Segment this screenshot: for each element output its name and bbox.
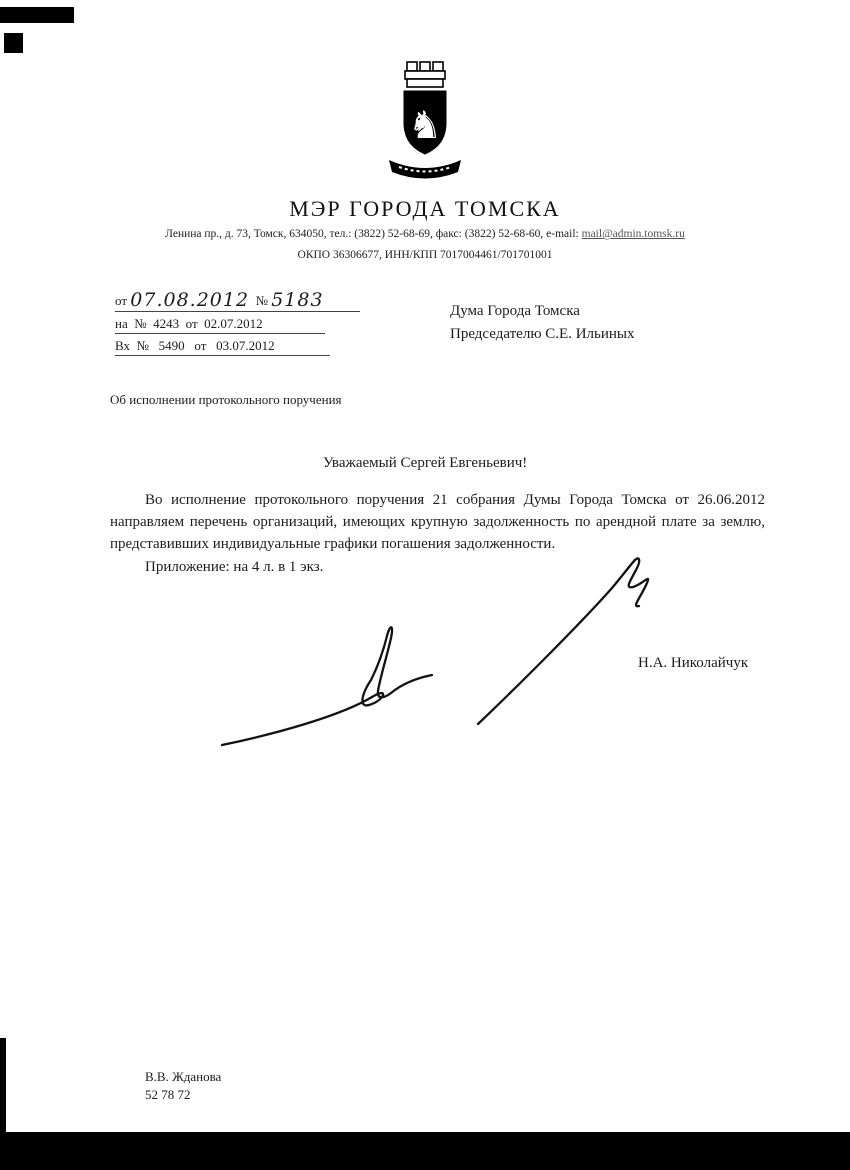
handwritten-date: 07.08.2012 <box>130 289 250 311</box>
outgoing-number-line <box>115 288 360 312</box>
crown-icon <box>405 62 445 87</box>
tomsk-coat-of-arms <box>373 60 477 199</box>
handwritten-number: 5183 <box>271 289 324 311</box>
salutation: Уважаемый Сергей Евгеньевич! <box>323 455 528 471</box>
body-paragraph: Во исполнение протокольного поручения 21 собрания Думы Города Томска от 26.06.2012 направляем перечень организаций, имеющих крупную задолженность по арендной плате за землю, представивших индивидуальные графики погашения задолженности. <box>110 492 765 552</box>
svg-text:♞: ♞ <box>407 103 443 147</box>
letterhead-codes: ОКПО 36306677, ИНН/КПП 7017004461/701701001 <box>297 249 553 261</box>
from-label: от <box>115 293 131 308</box>
letterhead-email: mail@admin.tomsk.ru <box>581 228 685 240</box>
scan-artifact-bottom-bar <box>0 1132 850 1170</box>
signature <box>210 548 670 763</box>
executor-name: В.В. Жданова <box>145 1069 222 1084</box>
recipient-organization: Дума Города Томска <box>450 303 580 319</box>
reference-number-line: на № 4243 от 02.07.2012 <box>115 316 325 334</box>
letterhead-address <box>0 228 850 240</box>
recipient-block <box>450 300 635 347</box>
letter-meta-block <box>115 288 360 360</box>
recipient-person: Председателю С.Е. Ильиных <box>450 326 635 343</box>
letterhead-address-text: Ленина пр., д. 73, Томск, 634050, тел.: (3822) 52-68-69, факс: (3822) 52-68-60, e-mail: <box>165 228 582 240</box>
letterhead-title: МЭР ГОРОДА ТОМСКА <box>289 196 561 221</box>
attachment-line: Приложение: на 4 л. в 1 экз. <box>145 559 324 576</box>
number-label: № <box>249 293 272 308</box>
scan-artifact-top-bar <box>0 7 74 23</box>
incoming-number-line: Вх № 5490 от 03.07.2012 <box>115 338 330 356</box>
executor-block <box>145 1068 221 1104</box>
signer-name: Н.А. Николайчук <box>638 655 749 671</box>
scan-artifact-top-square <box>4 33 23 53</box>
letter-body <box>110 490 765 579</box>
letter-subject: Об исполнении протокольного поручения <box>110 392 342 407</box>
executor-phone: 52 78 72 <box>145 1087 191 1103</box>
